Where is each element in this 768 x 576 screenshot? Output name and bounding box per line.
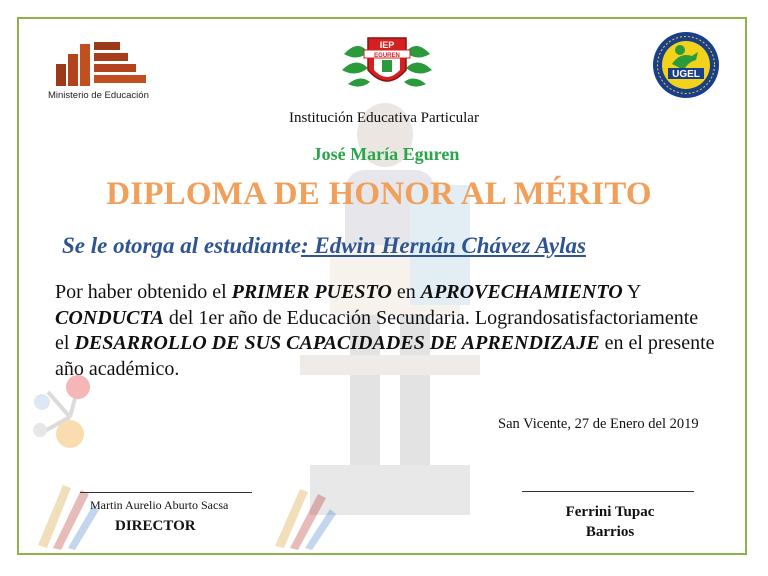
institution-type: Institución Educativa Particular — [289, 110, 479, 126]
body-highlight-achievement: APROVECHAMIENTO — [420, 281, 623, 303]
stationery-decoration-left — [33, 480, 103, 550]
director-name: Martin Aurelio Aburto Sacsa — [90, 498, 229, 512]
award-prefix: Se le otorga al estudiante — [62, 233, 301, 258]
ugel-text: UGEL — [672, 69, 700, 80]
director-signature-line — [80, 492, 252, 493]
body-text-3: Y — [622, 281, 641, 303]
second-signatory-line1: Ferrini Tupac — [565, 504, 655, 520]
second-signatory-line2: Barrios — [585, 524, 635, 540]
body-text-5: en el presente año académico. — [55, 332, 715, 380]
stationery-decoration-middle — [270, 484, 340, 550]
second-signature-line — [522, 491, 694, 492]
body-text-1: Por haber obtenido el — [55, 281, 232, 303]
molecule-decoration — [28, 372, 98, 452]
ministry-bars-icon — [48, 40, 148, 86]
body-text-2: en — [391, 281, 421, 303]
second-signatory — [560, 502, 660, 542]
body-highlight-development: DESARROLLO DE SUS CAPACIDADES DE APRENDIZAJE — [74, 332, 600, 354]
student-name: : Edwin Hernán Chávez Aylas — [300, 233, 586, 258]
ministry-of-education-logo — [48, 40, 168, 102]
ugel-logo — [648, 30, 724, 100]
award-line — [62, 233, 586, 259]
director-role: DIRECTOR — [115, 518, 196, 534]
crest-text: IEP — [379, 40, 395, 50]
issue-date: San Vicente, 27 de Enero del 2019 — [498, 416, 699, 432]
school-crest-logo — [338, 34, 436, 96]
body-highlight-conduct: CONDUCTA — [55, 306, 164, 329]
ministry-label: Ministerio de Educación — [48, 90, 149, 101]
diploma-title: DIPLOMA DE HONOR AL MÉRITO — [106, 176, 652, 212]
crest-ribbon-text: EGUREN — [374, 53, 400, 59]
body-highlight-place: PRIMER PUESTO — [231, 281, 392, 303]
school-name: José María Eguren — [312, 144, 460, 164]
award-description — [55, 280, 715, 382]
body-text-4: del 1er año de Educación Secundaria. Lograndosatisfactoriamente el — [55, 306, 699, 354]
